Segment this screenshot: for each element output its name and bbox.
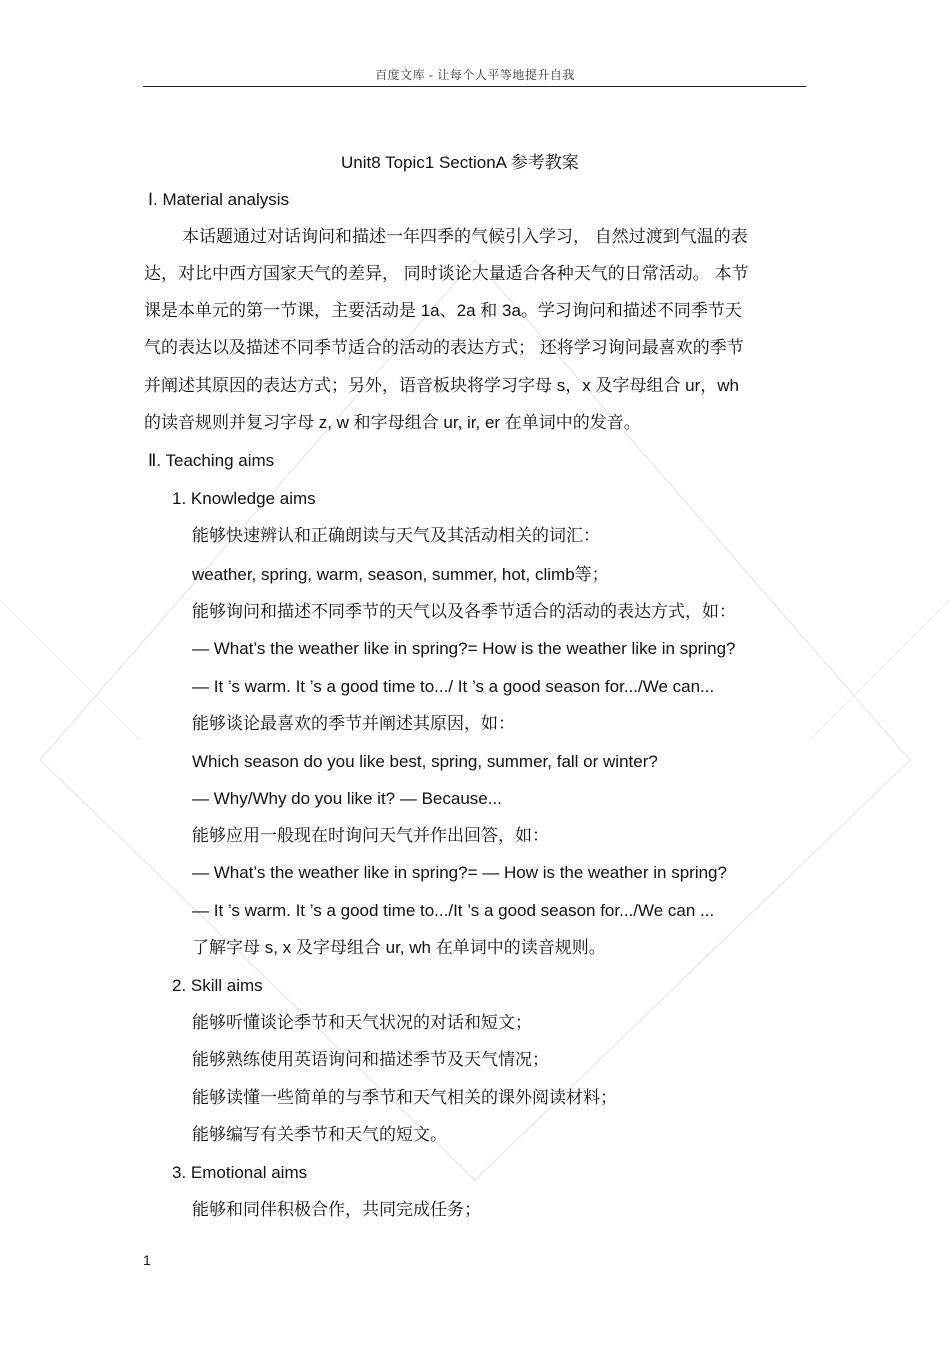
paragraph-line: 并阐述其原因的表达方式；另外，语音板块将学习字母 s，x 及字母组合 ur，wh	[144, 376, 740, 395]
section-heading-material-analysis: Ⅰ. Material analysis	[148, 190, 290, 209]
paragraph-line: 气的表达以及描述不同季节适合的活动的表达方式； 还将学习询问最喜欢的季节	[144, 338, 744, 357]
subheading-knowledge-aims: 1. Knowledge aims	[172, 489, 316, 508]
paragraph-line: 本话题通过对话询问和描述一年四季的气候引入学习， 自然过渡到气温的表	[182, 227, 748, 246]
aim-line: — What’s the weather like in spring?= — How is the weather in spring?	[192, 863, 727, 882]
section-heading-teaching-aims: Ⅱ. Teaching aims	[148, 451, 275, 470]
aim-line: — It ’s warm. It ’s a good time to.../It ’s a good season for.../We can ...	[192, 901, 715, 920]
page-header: 百度文库 - 让每个人平等地提升自我	[375, 68, 575, 82]
paragraph-line: 课是本单元的第一节课，主要活动是 1a、2a 和 3a。学习询问和描述不同季节天	[144, 301, 742, 320]
subheading-skill-aims: 2. Skill aims	[172, 976, 263, 995]
aim-line: 能够谈论最喜欢的季节并阐述其原因，如：	[192, 714, 515, 733]
aim-line: — It ’s warm. It ’s a good time to.../ It ’s a good season for.../We can...	[192, 677, 715, 696]
subheading-emotional-aims: 3. Emotional aims	[172, 1163, 308, 1182]
aim-line: — What’s the weather like in spring?= How is the weather like in spring?	[192, 639, 736, 658]
paragraph-line: 的读音规则并复习字母 z, w 和字母组合 ur, ir, er 在单词中的发音。	[144, 413, 641, 432]
header-divider	[143, 86, 806, 87]
aim-line: 能够快速辨认和正确朗读与天气及其活动相关的词汇：	[192, 526, 600, 545]
aim-line: 能够编写有关季节和天气的短文。	[192, 1125, 447, 1144]
aim-line: 能够读懂一些简单的与季节和天气相关的课外阅读材料；	[192, 1088, 617, 1107]
paragraph-line: 达，对比中西方国家天气的差异， 同时谈论大量适合各种天气的日常活动。 本节	[144, 264, 749, 283]
aim-line: 了解字母 s, x 及字母组合 ur, wh 在单词中的读音规则。	[192, 938, 606, 957]
aim-line: weather, spring, warm, season, summer, hot, climb等；	[192, 565, 609, 584]
document-title: Unit8 Topic1 SectionA 参考教案	[341, 153, 579, 172]
aim-line: 能够和同伴积极合作，共同完成任务；	[192, 1200, 481, 1219]
page-number: 1	[143, 1252, 151, 1268]
aim-line: — Why/Why do you like it? — Because...	[192, 789, 502, 808]
aim-line: 能够询问和描述不同季节的天气以及各季节适合的活动的表达方式，如：	[192, 602, 736, 621]
aim-line: 能够应用一般现在时询问天气并作出回答，如：	[192, 826, 549, 845]
aim-line: Which season do you like best, spring, summer, fall or winter?	[192, 752, 658, 771]
aim-line: 能够熟练使用英语询问和描述季节及天气情况；	[192, 1050, 549, 1069]
aim-line: 能够听懂谈论季节和天气状况的对话和短文；	[192, 1013, 532, 1032]
